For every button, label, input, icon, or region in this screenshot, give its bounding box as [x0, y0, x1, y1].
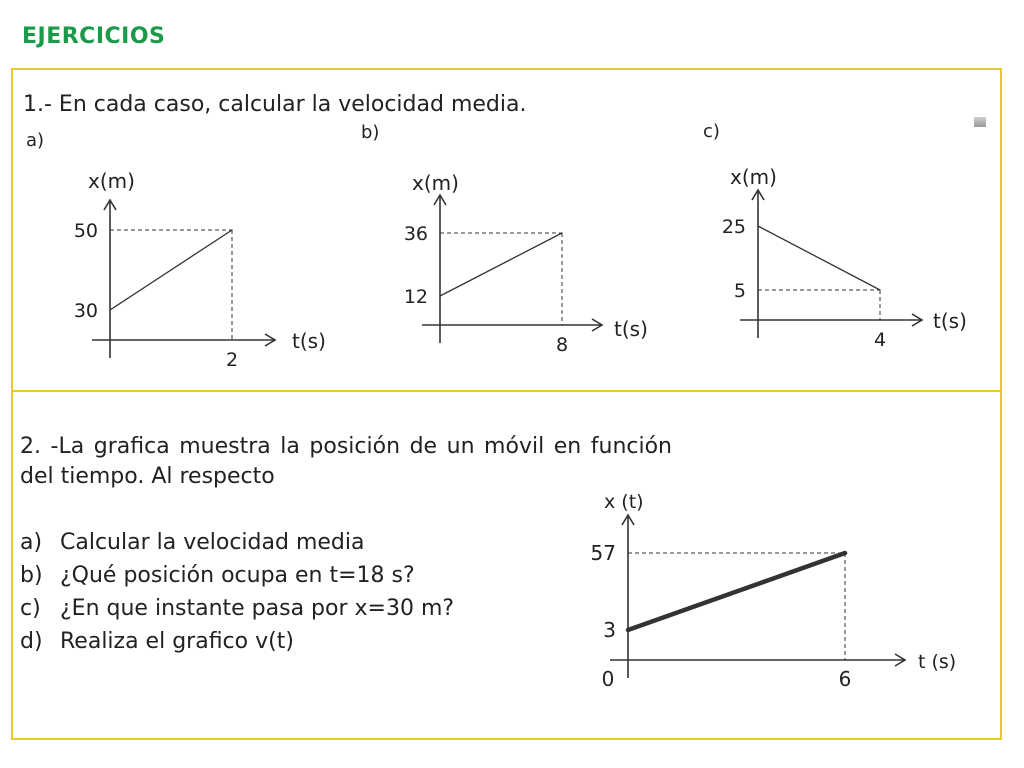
item-text: Realiza el grafico v(t)	[60, 629, 294, 654]
y-tick-label: 5	[733, 280, 746, 302]
x-axis-label: t(s)	[292, 329, 326, 353]
y-tick-label: 36	[403, 223, 428, 245]
item-label: d)	[20, 629, 43, 654]
y-axis-label: x(m)	[88, 169, 135, 193]
slide-marker-icon	[974, 117, 986, 127]
exercise-2-prompt: 2. -La grafica muestra la posición de un móvil en función del tiempo. Al respecto	[20, 434, 672, 489]
list-item	[20, 559, 454, 592]
y-tick-label: 12	[403, 286, 428, 308]
item-label: c)	[20, 596, 41, 621]
list-item	[20, 526, 454, 559]
y-tick-label: 25	[721, 216, 746, 238]
y-tick-label: 3	[603, 618, 616, 642]
exercise-2-list	[20, 526, 454, 658]
item-text: ¿En que instante pasa por x=30 m?	[60, 596, 455, 621]
list-item	[20, 625, 454, 658]
panel-label: b)	[361, 122, 380, 143]
exercise-1-prompt: 1.- En cada caso, calcular la velocidad media.	[23, 92, 527, 117]
x-tick-label: 0	[601, 667, 615, 691]
x-axis-label: t(s)	[614, 317, 648, 341]
x-tick-label: 8	[555, 334, 569, 356]
y-axis-label: x(m)	[730, 165, 777, 189]
x-tick-label: 2	[225, 349, 239, 371]
y-axis-label: x(m)	[412, 171, 459, 195]
x-tick-label: 4	[873, 329, 887, 351]
x-tick-label: 6	[838, 667, 852, 691]
item-text: ¿Qué posición ocupa en t=18 s?	[60, 563, 415, 588]
list-item	[20, 592, 454, 625]
y-tick-label: 50	[73, 220, 98, 242]
exercise-1-box	[11, 68, 1002, 392]
x-axis-label: t (s)	[918, 651, 957, 673]
item-label: b)	[20, 563, 43, 588]
page-title: EJERCICIOS	[22, 24, 166, 49]
item-label: a)	[20, 530, 43, 555]
y-axis-label: x (t)	[604, 491, 644, 513]
item-text: Calcular la velocidad media	[60, 530, 365, 555]
panel-label: c)	[703, 121, 720, 142]
exercise-2-box	[11, 390, 1002, 740]
y-tick-label: 30	[73, 300, 98, 322]
panel-label: a)	[26, 130, 45, 151]
x-axis-label: t(s)	[933, 309, 967, 333]
y-tick-label: 57	[590, 541, 616, 565]
